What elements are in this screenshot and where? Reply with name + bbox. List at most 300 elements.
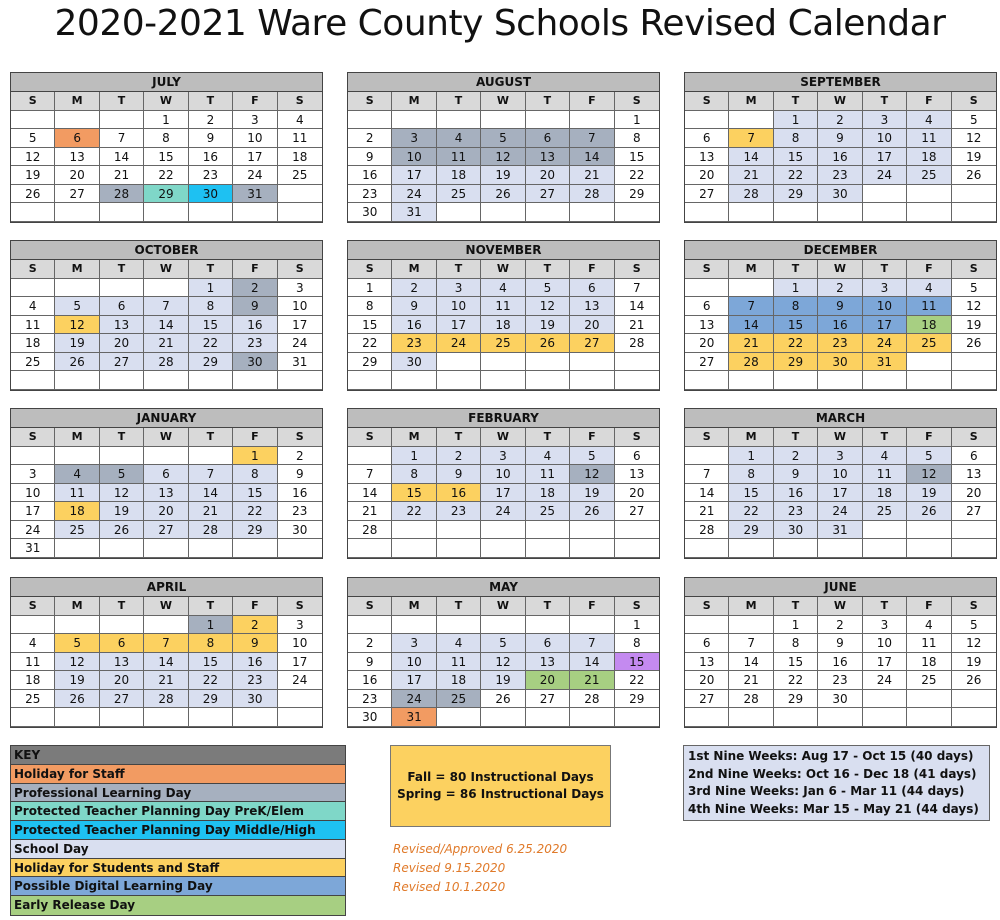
day-cell: 28 [570,690,614,709]
day-cell: 9 [233,634,277,653]
day-cell: 24 [818,502,862,521]
day-cell: 26 [526,334,570,353]
day-cell: 8 [189,297,233,316]
empty-cell [481,616,525,635]
empty-cell [729,539,773,558]
day-cell: 15 [189,316,233,335]
day-cell: 7 [685,465,729,484]
weekday-header: F [233,260,277,279]
day-cell: 10 [233,129,277,148]
day-cell: 16 [189,148,233,167]
day-cell: 26 [570,502,614,521]
empty-cell [189,371,233,390]
empty-cell [437,203,481,222]
weekday-header: M [55,260,99,279]
empty-cell [144,616,188,635]
day-cell: 16 [818,148,862,167]
day-cell: 12 [55,316,99,335]
day-cell: 4 [278,111,322,130]
empty-cell [774,371,818,390]
day-cell: 1 [189,616,233,635]
empty-cell [863,371,907,390]
day-cell: 10 [818,465,862,484]
weekday-header: W [481,428,525,447]
day-cell: 20 [685,671,729,690]
day-cell: 12 [100,484,144,503]
month-march [684,408,997,559]
day-cell: 30 [818,185,862,204]
weekday-header: T [526,597,570,616]
empty-cell [189,708,233,727]
weekday-header: S [952,260,996,279]
day-cell: 31 [233,185,277,204]
day-cell: 13 [685,148,729,167]
day-cell: 30 [774,521,818,540]
day-cell: 28 [729,185,773,204]
day-cell: 31 [11,539,55,558]
weekday-header: T [863,597,907,616]
empty-cell [774,539,818,558]
day-cell: 20 [55,166,99,185]
empty-cell [863,203,907,222]
day-cell: 2 [278,447,322,466]
day-cell: 2 [818,279,862,298]
day-cell: 12 [481,653,525,672]
weekday-header: T [189,260,233,279]
instructional-days-box [390,745,611,827]
empty-cell [615,539,659,558]
day-cell: 1 [615,616,659,635]
weekday-header: S [278,428,322,447]
day-cell: 25 [437,690,481,709]
day-cell: 28 [348,521,392,540]
key-item: Professional Learning Day [11,784,345,803]
empty-cell [952,521,996,540]
empty-cell [570,521,614,540]
day-cell: 28 [189,521,233,540]
empty-cell [570,371,614,390]
weekday-header: S [685,92,729,111]
day-cell: 8 [774,297,818,316]
weekday-header: T [526,260,570,279]
weekday-header: T [189,597,233,616]
page-title: 2020-2021 Ware County Schools Revised Calendar [54,3,946,44]
empty-cell [570,539,614,558]
day-cell: 20 [570,316,614,335]
day-cell: 21 [348,502,392,521]
day-cell: 23 [348,690,392,709]
fall-days: Fall = 80 Instructional Days [407,770,594,784]
day-cell: 7 [729,297,773,316]
day-cell: 28 [100,185,144,204]
weekday-header: S [11,428,55,447]
weekday-header: S [615,597,659,616]
day-cell: 13 [526,653,570,672]
nine-weeks-item: 2nd Nine Weeks: Oct 16 - Dec 18 (41 days) [688,766,977,781]
day-cell: 12 [481,148,525,167]
day-cell: 27 [685,353,729,372]
empty-cell [100,371,144,390]
day-cell: 20 [952,484,996,503]
weekday-header: S [615,260,659,279]
weekday-header: S [11,597,55,616]
empty-cell [189,203,233,222]
empty-cell [144,708,188,727]
weekday-header: S [278,597,322,616]
day-cell: 16 [392,316,436,335]
day-cell: 21 [729,671,773,690]
empty-cell [11,111,55,130]
empty-cell [863,690,907,709]
empty-cell [615,203,659,222]
day-cell: 22 [729,502,773,521]
empty-cell [774,203,818,222]
day-cell: 20 [526,671,570,690]
empty-cell [615,353,659,372]
empty-cell [392,616,436,635]
empty-cell [685,371,729,390]
empty-cell [818,539,862,558]
day-cell: 7 [729,129,773,148]
empty-cell [907,521,951,540]
day-cell: 16 [233,653,277,672]
day-cell: 19 [570,484,614,503]
empty-cell [100,616,144,635]
day-cell: 11 [55,484,99,503]
day-cell: 15 [729,484,773,503]
empty-cell [570,708,614,727]
day-cell: 23 [348,185,392,204]
empty-cell [437,616,481,635]
day-cell: 29 [729,521,773,540]
weekday-header: T [863,92,907,111]
day-cell: 10 [437,297,481,316]
day-cell: 31 [392,203,436,222]
empty-cell [233,371,277,390]
day-cell: 26 [952,334,996,353]
day-cell: 18 [907,148,951,167]
day-cell: 28 [144,690,188,709]
day-cell: 10 [392,653,436,672]
day-cell: 7 [189,465,233,484]
day-cell: 1 [392,447,436,466]
day-cell: 10 [11,484,55,503]
empty-cell [233,708,277,727]
empty-cell [144,447,188,466]
day-cell: 29 [774,185,818,204]
day-cell: 3 [818,447,862,466]
empty-cell [685,616,729,635]
day-cell: 20 [100,334,144,353]
nine-weeks-item: 3rd Nine Weeks: Jan 6 - Mar 11 (44 days) [688,784,965,798]
weekday-header: T [774,260,818,279]
day-cell: 24 [481,502,525,521]
day-cell: 25 [481,334,525,353]
weekday-header: T [437,92,481,111]
empty-cell [11,279,55,298]
key-item: School Day [11,840,345,859]
day-cell: 8 [348,297,392,316]
weekday-header: M [729,92,773,111]
day-cell: 15 [615,148,659,167]
day-cell: 17 [818,484,862,503]
weekday-header: S [952,597,996,616]
day-cell: 13 [615,465,659,484]
day-cell: 29 [615,690,659,709]
day-cell: 17 [11,502,55,521]
day-cell: 1 [144,111,188,130]
weekday-header: S [348,428,392,447]
day-cell: 8 [615,634,659,653]
day-cell: 25 [907,334,951,353]
day-cell: 12 [55,653,99,672]
empty-cell [729,616,773,635]
day-cell: 19 [55,334,99,353]
day-cell: 10 [278,297,322,316]
weekday-header: M [729,428,773,447]
day-cell: 6 [615,447,659,466]
day-cell: 27 [526,690,570,709]
empty-cell [392,111,436,130]
weekday-header: W [818,597,862,616]
weekday-header: M [729,260,773,279]
day-cell: 7 [348,465,392,484]
day-cell: 10 [278,634,322,653]
day-cell: 27 [55,185,99,204]
weekday-header: T [437,428,481,447]
empty-cell [348,539,392,558]
day-cell: 7 [729,634,773,653]
day-cell: 23 [437,502,481,521]
day-cell: 4 [526,447,570,466]
day-cell: 8 [774,634,818,653]
day-cell: 14 [685,484,729,503]
month-september [684,72,997,223]
day-cell: 2 [774,447,818,466]
day-cell: 3 [863,279,907,298]
day-cell: 27 [100,353,144,372]
empty-cell [437,521,481,540]
day-cell: 6 [685,129,729,148]
empty-cell [437,708,481,727]
empty-cell [348,447,392,466]
day-cell: 4 [11,634,55,653]
day-cell: 26 [55,690,99,709]
weekday-header: T [863,428,907,447]
day-cell: 11 [907,297,951,316]
day-cell: 3 [278,279,322,298]
day-cell: 15 [233,484,277,503]
day-cell: 11 [437,148,481,167]
day-cell: 5 [11,129,55,148]
weekday-header: S [11,260,55,279]
day-cell: 18 [863,484,907,503]
empty-cell [685,708,729,727]
day-cell: 25 [278,166,322,185]
month-name: NOVEMBER [348,241,659,260]
day-cell: 16 [348,671,392,690]
empty-cell [189,539,233,558]
day-cell: 20 [685,166,729,185]
empty-cell [863,185,907,204]
key-item: Holiday for Staff [11,765,345,784]
month-july [10,72,323,223]
day-cell: 24 [392,185,436,204]
day-cell: 20 [144,502,188,521]
day-cell: 2 [348,129,392,148]
empty-cell [437,353,481,372]
day-cell: 25 [437,185,481,204]
month-june [684,577,997,728]
weekday-header: F [570,597,614,616]
day-cell: 20 [615,484,659,503]
weekday-header: S [615,92,659,111]
day-cell: 1 [348,279,392,298]
month-name: OCTOBER [11,241,322,260]
empty-cell [189,447,233,466]
day-cell: 15 [774,653,818,672]
day-cell: 7 [570,129,614,148]
day-cell: 3 [11,465,55,484]
day-cell: 30 [392,353,436,372]
weekday-header: M [392,260,436,279]
empty-cell [907,185,951,204]
weekday-header: W [818,92,862,111]
empty-cell [907,371,951,390]
empty-cell [481,111,525,130]
day-cell: 30 [348,708,392,727]
weekday-header: S [952,92,996,111]
day-cell: 30 [189,185,233,204]
day-cell: 31 [863,353,907,372]
day-cell: 1 [189,279,233,298]
empty-cell [818,371,862,390]
empty-cell [907,353,951,372]
weekday-header: F [570,428,614,447]
day-cell: 21 [570,671,614,690]
empty-cell [729,203,773,222]
day-cell: 30 [233,690,277,709]
day-cell: 13 [952,465,996,484]
day-cell: 17 [278,653,322,672]
day-cell: 2 [189,111,233,130]
day-cell: 23 [189,166,233,185]
day-cell: 16 [233,316,277,335]
empty-cell [55,203,99,222]
day-cell: 23 [233,334,277,353]
day-cell: 26 [55,353,99,372]
day-cell: 29 [348,353,392,372]
day-cell: 14 [570,653,614,672]
day-cell: 5 [55,634,99,653]
empty-cell [774,708,818,727]
day-cell: 28 [615,334,659,353]
day-cell: 8 [233,465,277,484]
day-cell: 16 [278,484,322,503]
empty-cell [11,708,55,727]
day-cell: 13 [100,653,144,672]
day-cell: 21 [144,671,188,690]
day-cell: 20 [685,334,729,353]
day-cell: 5 [481,129,525,148]
empty-cell [570,111,614,130]
day-cell: 6 [100,634,144,653]
day-cell: 15 [189,653,233,672]
empty-cell [11,616,55,635]
day-cell: 1 [774,111,818,130]
day-cell: 3 [278,616,322,635]
day-cell: 14 [144,653,188,672]
empty-cell [437,539,481,558]
day-cell: 2 [818,111,862,130]
day-cell: 4 [863,447,907,466]
day-cell: 29 [615,185,659,204]
day-cell: 13 [526,148,570,167]
empty-cell [907,690,951,709]
empty-cell [863,521,907,540]
empty-cell [392,521,436,540]
day-cell: 7 [144,297,188,316]
key-heading: KEY [11,746,345,765]
spring-days: Spring = 86 Instructional Days [397,787,604,801]
day-cell: 12 [952,129,996,148]
day-cell: 1 [774,616,818,635]
month-november [347,240,660,391]
empty-cell [685,203,729,222]
day-cell: 1 [233,447,277,466]
empty-cell [481,203,525,222]
day-cell: 9 [818,297,862,316]
day-cell: 23 [774,502,818,521]
revision-note: Revised 9.15.2020 [393,861,506,875]
empty-cell [570,203,614,222]
legend-key [10,745,346,916]
day-cell: 14 [144,316,188,335]
day-cell: 2 [437,447,481,466]
weekday-header: S [348,597,392,616]
empty-cell [615,708,659,727]
weekday-header: M [392,597,436,616]
day-cell: 19 [952,653,996,672]
day-cell: 19 [526,316,570,335]
month-name: FEBRUARY [348,409,659,428]
day-cell: 30 [348,203,392,222]
day-cell: 4 [55,465,99,484]
weekday-header: M [729,597,773,616]
day-cell: 30 [818,353,862,372]
empty-cell [144,371,188,390]
day-cell: 18 [11,334,55,353]
day-cell: 14 [729,316,773,335]
weekday-header: S [685,260,729,279]
weekday-header: T [774,428,818,447]
day-cell: 2 [818,616,862,635]
empty-cell [55,616,99,635]
day-cell: 2 [233,616,277,635]
day-cell: 10 [863,129,907,148]
revision-note: Revised/Approved 6.25.2020 [393,842,568,856]
weekday-header: T [189,428,233,447]
day-cell: 4 [11,297,55,316]
day-cell: 17 [481,484,525,503]
day-cell: 4 [437,129,481,148]
day-cell: 17 [233,148,277,167]
day-cell: 14 [348,484,392,503]
day-cell: 6 [570,279,614,298]
empty-cell [818,203,862,222]
empty-cell [392,371,436,390]
weekday-header: S [11,92,55,111]
